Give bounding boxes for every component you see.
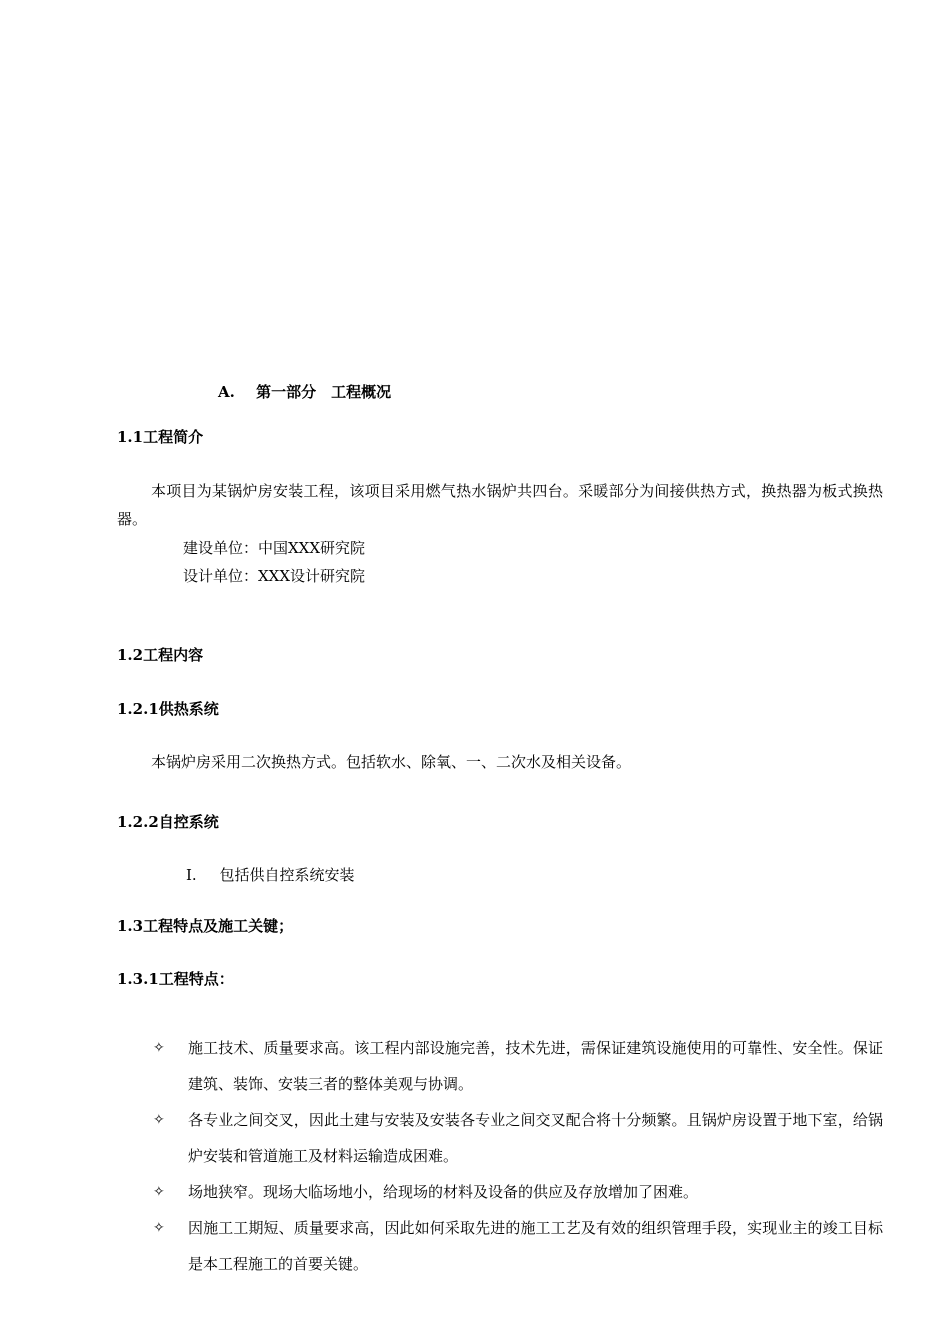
part-heading-marker: A.: [218, 383, 235, 401]
part-heading-text: 第一部分 工程概况: [256, 383, 392, 401]
list-item-text: 各专业之间交叉，因此土建与安装及安装各专业之间交叉配合将十分频繁。且锅炉房设置于地下室，给锅炉安装和管道施工及材料运输造成困难。: [188, 1111, 883, 1165]
list-item: [150, 1174, 883, 1210]
list-item-marker: I.: [186, 866, 197, 884]
build-unit: 建设单位：中国XXX研究院: [183, 539, 366, 557]
list-item: [150, 1102, 883, 1174]
list-item: [150, 1210, 883, 1282]
features-list: [150, 1030, 883, 1282]
list-item-text: 场地狭窄。现场大临场地小，给现场的材料及设备的供应及存放增加了困难。: [188, 1183, 699, 1201]
design-unit: 设计单位：XXX设计研究院: [183, 567, 366, 585]
section-1-1-intro: 本项目为某锅炉房安装工程，该项目采用燃气热水锅炉共四台。采暖部分为间接供热方式，换热器为板式换热器。: [117, 482, 883, 528]
part-heading: [218, 382, 391, 402]
list-item-text: 施工技术、质量要求高。该工程内部设施完善，技术先进，需保证建筑设施使用的可靠性、安全性。保证建筑、装饰、安装三者的整体美观与协调。: [188, 1039, 883, 1093]
section-1-2-1-text: 本锅炉房采用二次换热方式。包括软水、除氧、一、二次水及相关设备。: [151, 753, 632, 771]
section-1-2-1-title: 1.2.1供热系统: [117, 700, 219, 718]
list-item-text: 因施工工期短、质量要求高，因此如何采取先进的施工工艺及有效的组织管理手段，实现业主的竣工目标是本工程施工的首要关键。: [188, 1219, 883, 1273]
section-1-2-title: 1.2工程内容: [117, 646, 204, 664]
list-item-text: 包括供自控系统安装: [219, 866, 355, 884]
section-1-3-title: 1.3工程特点及施工关键；: [117, 917, 294, 935]
section-1-2-2-item: [186, 865, 355, 885]
diamond-bullet-icon: ✧: [153, 1220, 165, 1236]
section-1-1-title: 1.1工程简介: [117, 428, 204, 446]
diamond-bullet-icon: ✧: [153, 1184, 165, 1200]
section-1-2-2-title: 1.2.2自控系统: [117, 813, 219, 831]
diamond-bullet-icon: ✧: [153, 1040, 165, 1056]
section-1-3-1-title: 1.3.1工程特点：: [117, 970, 234, 988]
list-item: [150, 1030, 883, 1102]
diamond-bullet-icon: ✧: [153, 1112, 165, 1128]
